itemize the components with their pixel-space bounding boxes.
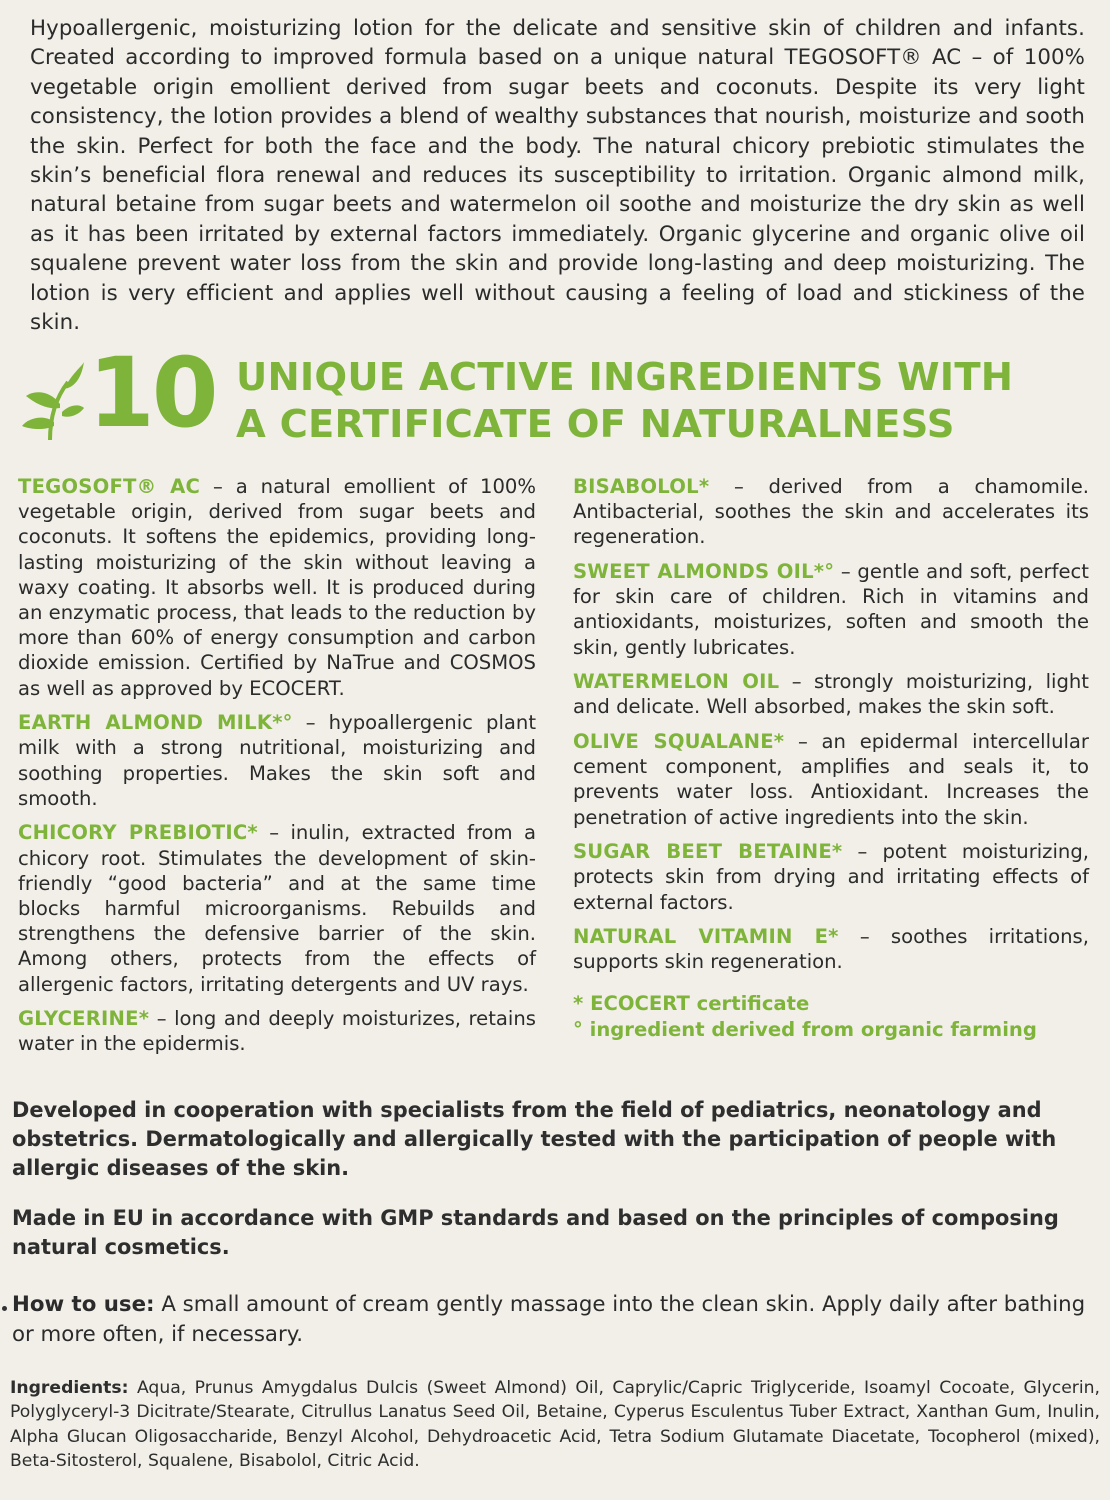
ingredients-right-column [573, 474, 1089, 1043]
ingredient-name: SWEET ALMONDS OIL*° [573, 560, 835, 583]
ingredient-item [573, 729, 1089, 830]
ingredient-name: EARTH ALMOND MILK*° [18, 711, 293, 735]
ingredients-text: Aqua, Prunus Amygdalus Dulcis (Sweet Almond) Oil, Caprylic/Capric Triglyceride, Isoamyl Cocoate, Glycerin, Polyglyceryl-3 Dicitrate/Stearate, Citrullus Lanatus Seed Oil, Betaine, Cyperus Esculentus Tuber Extract, Xanthan Gum, Inulin, Alpha Glucan Oligosaccharide, Benzyl Alcohol, Dehydroacetic Acid, Tetra Sodium Glutamate Diacetate, Tocopherol (mixed), Beta-Sitosterol, Squalene, Bisabolol, Citric Acid. [10, 1378, 1100, 1472]
ingredient-item [18, 1006, 536, 1056]
headline-title [236, 354, 1013, 448]
ingredients-label: Ingredients: [10, 1378, 129, 1398]
ingredient-description: – hypoallergenic plant milk with a strong nutritional, moisturizing and soothing properties. Makes the skin soft and smooth. [18, 711, 537, 810]
certificate-notes [573, 991, 1089, 1043]
ingredient-name: CHICORY PREBIOTIC* [18, 821, 258, 845]
ingredient-name: OLIVE SQUALANE* [573, 730, 785, 753]
ingredient-description: – an epidermal intercellular cement component, amplifies and seals it, to prevents water loss. Antioxidant. Increases the penetration of active ingredients into the skin. [573, 730, 1089, 829]
development-statement: Developed in cooperation with specialists from the field of pediatrics, neonatology and obstetrics. Dermatologically and allergically tested with the participation of people with allergic diseases of the skin. [12, 1098, 1057, 1180]
ingredient-name: TEGOSOFT® AC [18, 475, 201, 498]
ingredient-item [18, 474, 536, 701]
ingredient-item [573, 669, 1089, 719]
how-to-use-label: How to use: [12, 1292, 155, 1317]
ingredient-description: – derived from a chamomile. Antibacterial, soothes the skin and accelerates its regeneration. [573, 475, 1089, 549]
headline-line-2: A CERTIFICATE OF NATURALNESS [236, 402, 955, 447]
headline-line-1: UNIQUE ACTIVE INGREDIENTS WITH [236, 355, 1014, 400]
how-to-use-text: A small amount of cream gently massage into the clean skin. Apply daily after bathing or more often, if necessary. [12, 1292, 1086, 1347]
leaf-icon [10, 360, 86, 444]
ingredient-name: NATURAL VITAMIN E* [573, 925, 839, 949]
ingredient-item [573, 839, 1089, 915]
ingredient-count: 10 [88, 337, 216, 449]
ingredient-description: – inulin, extracted from a chicory root. Stimulates the development of skin-friendly “good bacteria” and at the same time blocks harmful microorganisms. Rebuilds and strengthens the defensive barrier of the skin. Among others, protects from the effects of allergenic factors, irritating detergents and UV rays. [18, 821, 537, 996]
ingredient-description: – long and deeply moisturizes, retains water in the epidermis. [18, 1007, 536, 1056]
manufacturing-statement: Made in EU in accordance with GMP standards and based on the principles of composing natural cosmetics. [12, 1206, 1059, 1259]
ingredient-item [18, 820, 536, 996]
ingredient-item [573, 474, 1089, 550]
ingredient-name: SUGAR BEET BETAINE* [573, 840, 843, 864]
how-to-use [12, 1290, 1097, 1350]
ingredients-headline [0, 337, 1110, 452]
ingredient-item [573, 559, 1089, 660]
ingredient-item [573, 924, 1089, 974]
ingredient-description: – soothes irritations, supports skin regeneration. [573, 925, 1089, 974]
organic-note: ° ingredient derived from organic farming [573, 1017, 1037, 1041]
ingredient-item [18, 710, 536, 811]
ingredient-name: WATERMELON OIL [573, 670, 780, 694]
ingredient-description: – potent moisturizing, protects skin from drying and irritating effects of external factors. [573, 840, 1089, 914]
ingredient-description: – gentle and soft, perfect for skin care of children. Rich in vitamins and antioxidants, moisturizes, soften and smooth the skin, gently lubricates. [573, 560, 1089, 659]
ingredient-name: BISABOLOL* [573, 475, 710, 498]
ingredient-description: – a natural emollient of 100% vegetable origin, derived from sugar beets and coconuts. It softens the epidemics, providing long-lasting moisturizing of the skin without leaving a waxy coating. It absorbs well. It is produced during an enzymatic process, that leads to the reduction by more than 60% of energy consumption and carbon dioxide emission. Certified by NaTrue and COSMOS as well as approved by ECOCERT. [18, 475, 536, 700]
bullet-icon [2, 1306, 7, 1311]
ingredient-name: GLYCERINE* [18, 1007, 150, 1031]
ingredients-left-column [18, 474, 536, 1066]
product-description: Hypoallergenic, moisturizing lotion for the delicate and sensitive skin of children and infants. Created according to improved formula based on a unique natural TEGOSOFT® AC – of 100% vegetable origin emollient derived from sugar beets and coconuts. Despite its very light consistency, the lotion provides a blend of wealthy substances that nourish, moisturize and sooth the skin. Perfect for both the face and the body. The natural chicory prebiotic stimulates the skin’s beneficial flora renewal and reduces its susceptibility to irritation. Organic almond milk, natural betaine from sugar beets and watermelon oil soothe and moisturize the dry skin as well as it has been irritated by external factors immediately. Organic glycerine and organic olive oil squalene prevent water loss from the skin and provide long-lasting and deep moisturizing. The lotion is very efficient and applies well without causing a feeling of load and stickiness of the skin. [30, 16, 1085, 336]
ecocert-note: * ECOCERT certificate [573, 991, 810, 1015]
ingredient-description: – strongly moisturizing, light and delicate. Well absorbed, makes the skin soft. [573, 670, 1089, 719]
ingredients-list [10, 1376, 1100, 1474]
